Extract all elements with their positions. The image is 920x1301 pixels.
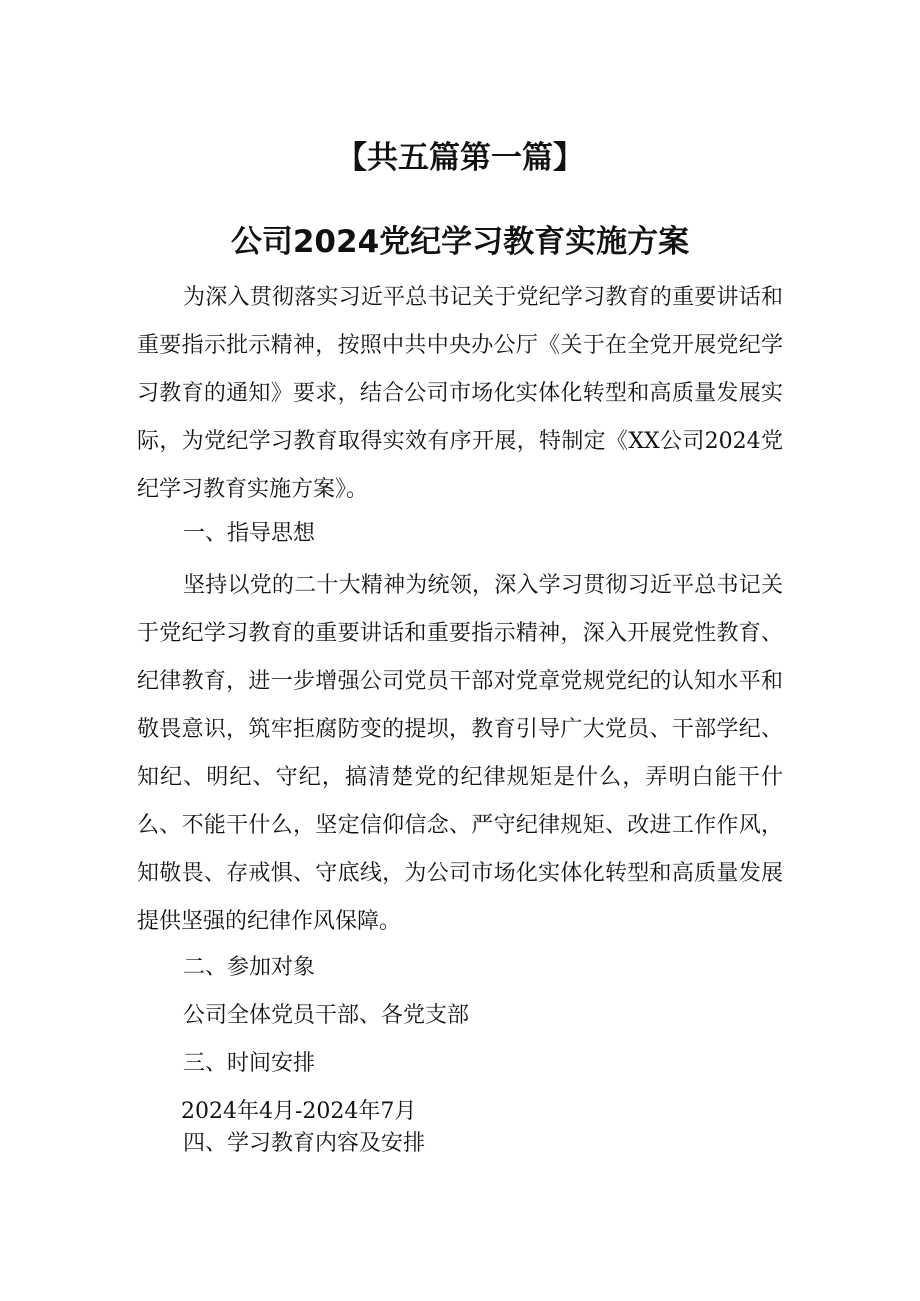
series-heading: 【共五篇第一篇】 [336,140,584,176]
guiding-thought-block [137,562,783,946]
guiding-thought-paragraph: 坚持以党的二十大精神为统领，深入学习贯彻习近平总书记关于党纪学习教育的重要讲话和重要指示精神，深入开展党性教育、纪律教育，进一步增强公司党员干部对党章党规党纪的认知水平和敬畏意识，筑牢拒腐防变的提坝，教育引导广大党员、干部学纪、知纪、明纪、守纪，搞清楚党的纪律规矩是什么，弄明白能干什么、不能干什么，坚定信仰信念、严守纪律规矩、改进工作作风，知敬畏、存戒惧、守底线，为公司市场化实体化转型和高质量发展提供坚强的纪律作风保障。 [137,573,783,934]
participants-text: 公司全体党员干部、各党支部 [183,1003,470,1028]
document-title: 公司2024党纪学习教育实施方案 [230,224,690,260]
section-heading-schedule: 三、时间安排 [183,1051,316,1076]
schedule-date-range: 2024年4月-2024年7月 [181,1099,417,1124]
section-heading-content-arrangement: 四、学习教育内容及安排 [183,1131,426,1156]
intro-block [137,274,783,514]
section-heading-guiding-thought: 一、指导思想 [183,521,316,546]
section-heading-participants: 二、参加对象 [183,955,316,980]
intro-paragraph: 为深入贯彻落实习近平总书记关于党纪学习教育的重要讲话和重要指示批示精神，按照中共中央办公厅《关于在全党开展党纪学习教育的通知》要求，结合公司市场化实体化转型和高质量发展实际，为党纪学习教育取得实效有序开展，特制定《XX公司2024党纪学习教育实施方案》。 [137,285,783,502]
